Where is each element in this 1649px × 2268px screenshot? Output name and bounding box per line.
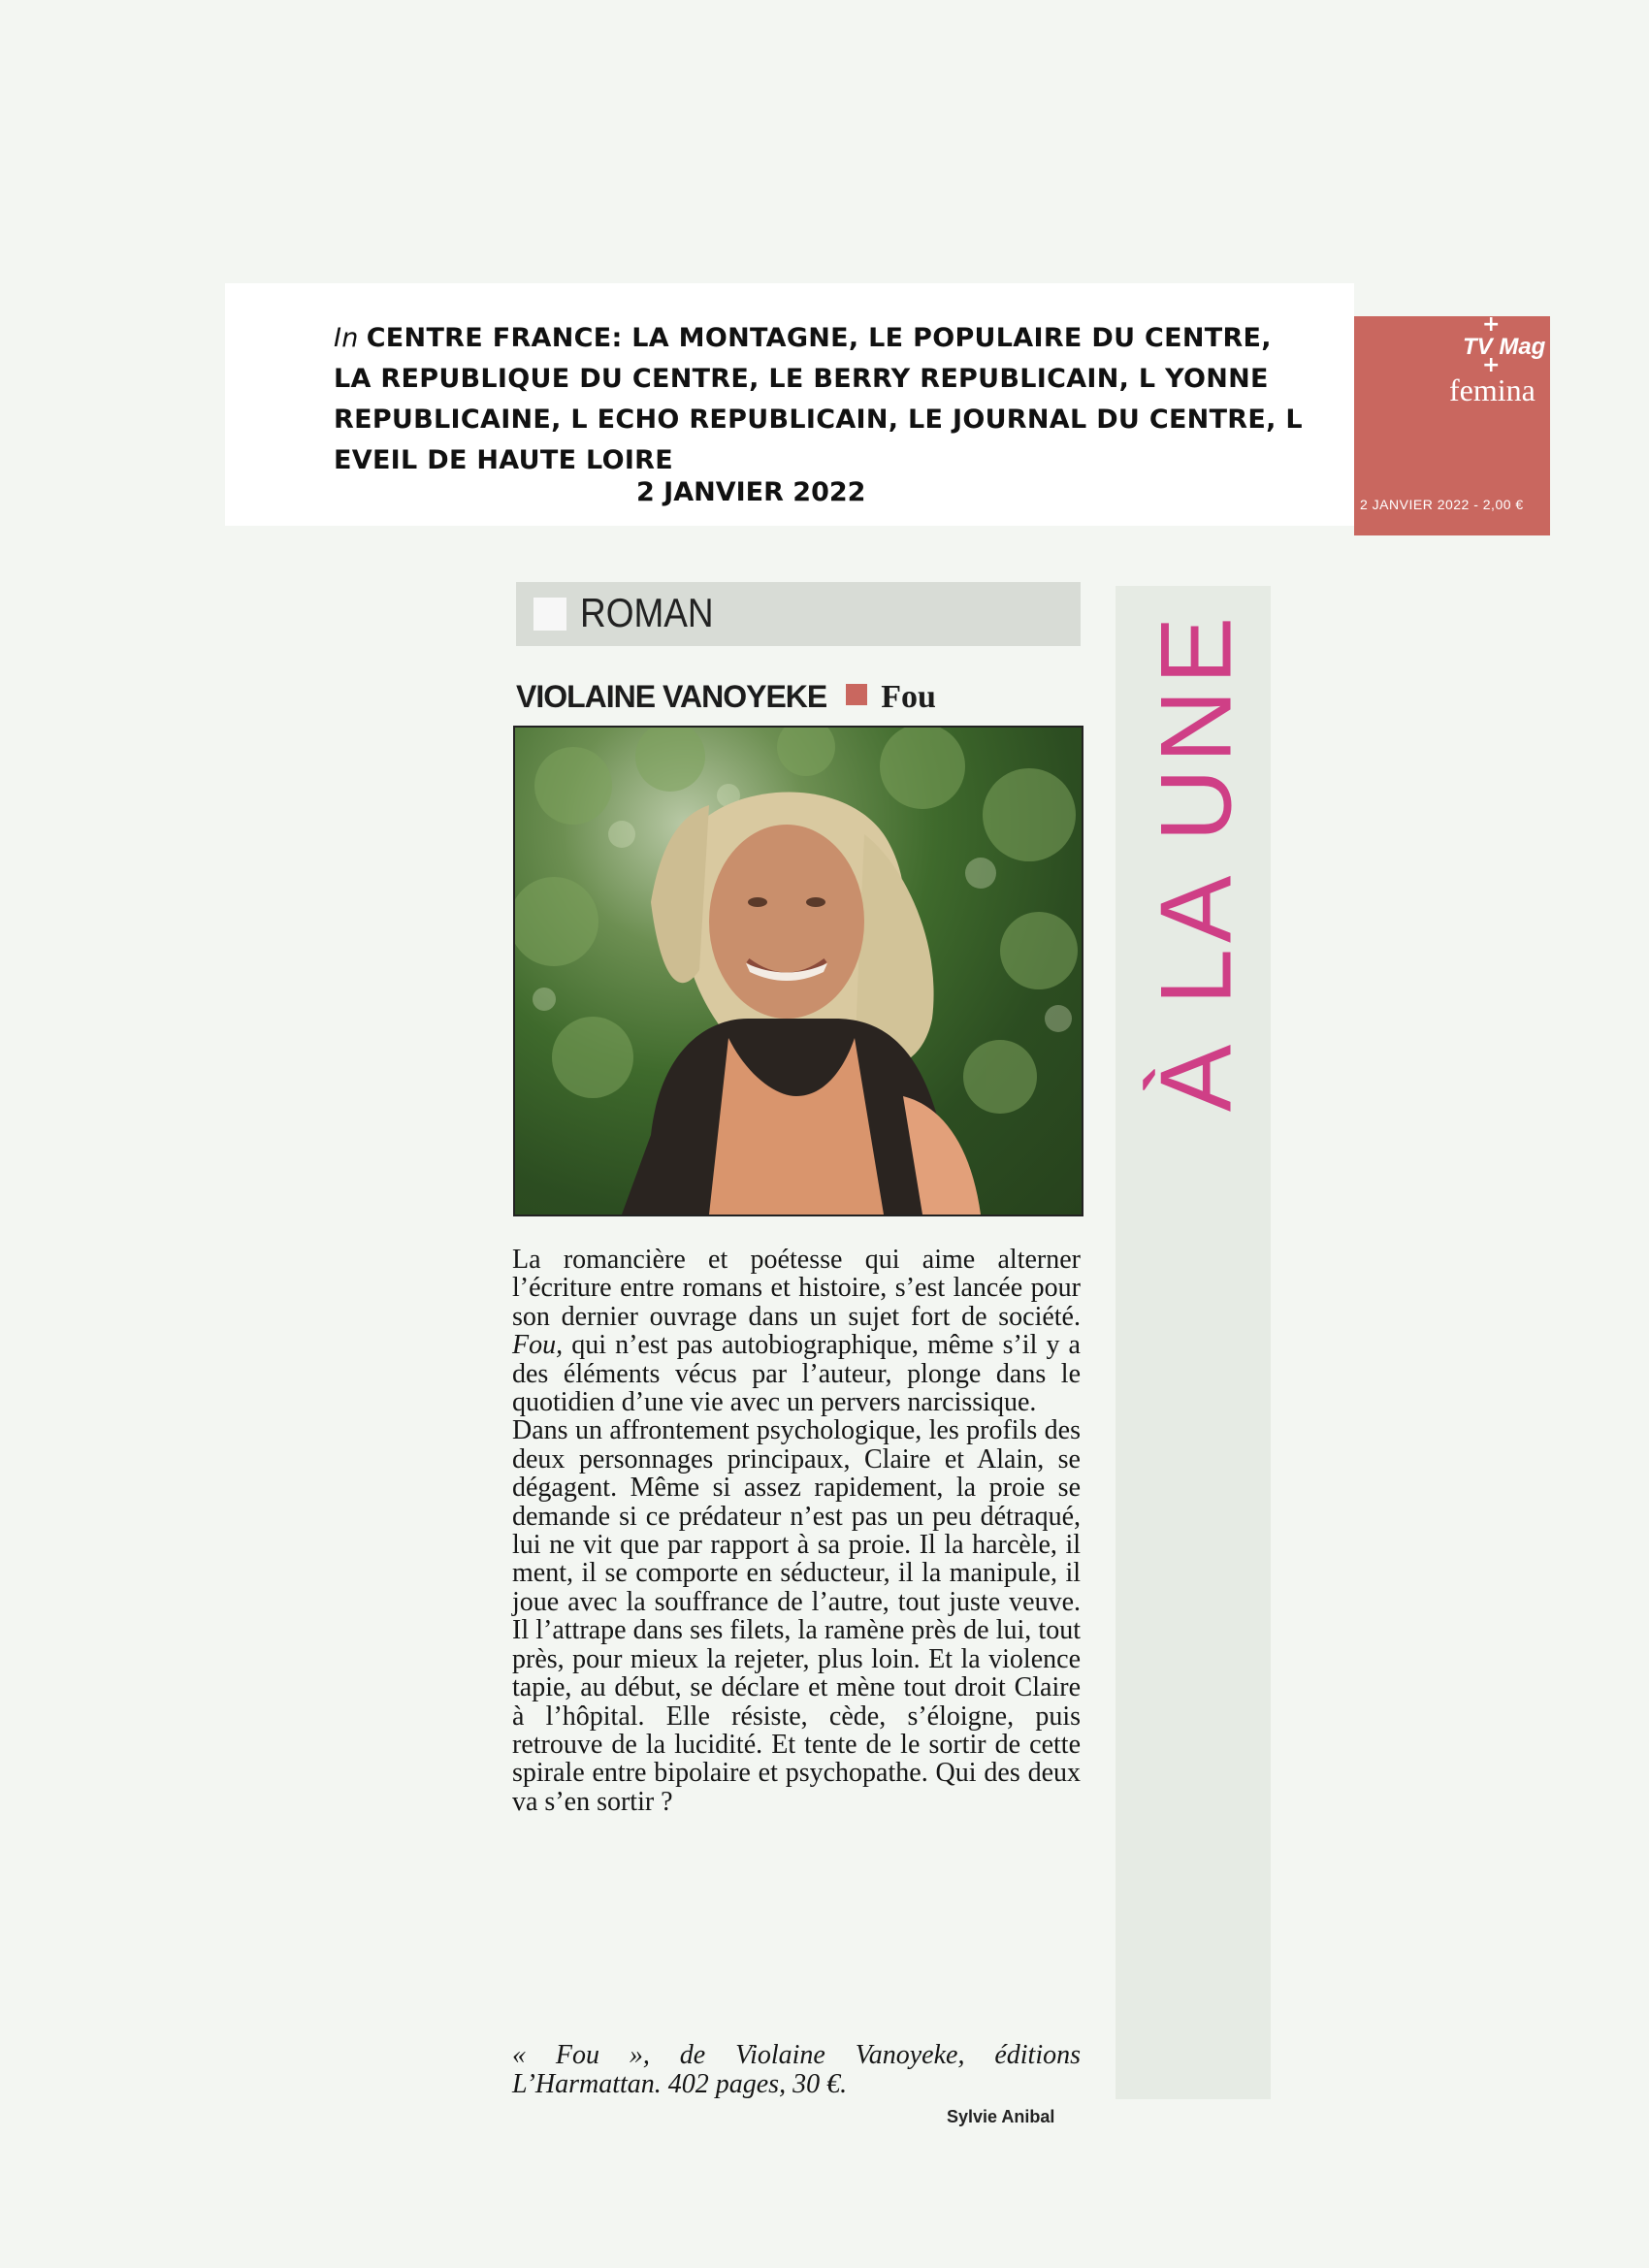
source-in-label: In [334,323,359,353]
rubric-square-icon [534,598,566,631]
paragraph-1-title: Fou, [512,1330,564,1361]
article-headline [516,679,936,722]
article-book-title: Fou [881,679,936,715]
author-photo [513,726,1083,1216]
rubric-label: ROMAN [580,590,714,635]
masthead-plus-bottom: + [1482,353,1501,377]
article-paragraph-1 [512,1246,1081,1416]
source-publications-text: CENTRE FRANCE: LA MONTAGNE, LE POPULAIRE DU CENTRE, LA REPUBLIQUE DU CENTRE, LE BERRY REPUBLICAIN, L YONNE REPUBLICAINE, L ECHO REPUBLICAIN, LE JOURNAL DU CENTRE, L EVEIL DE HAUTE LOIRE [334,323,1303,475]
tvmag-masthead [1354,312,1550,535]
paragraph-1-lead: La romancière et poétesse qui aime alterner l’écriture entre romans et histoire, s’est lancée pour son dernier ouvrage dans un sujet fort de société. [512,1245,1081,1332]
headline-square-icon [846,684,867,705]
book-reference: « Fou », de Violaine Vanoyeke, éditions L’Harmattan. 402 pages, 30 €. [512,2040,1081,2099]
article-body [512,1246,1081,1816]
author-portrait-image [515,728,1082,1215]
source-label-card [225,283,1354,526]
masthead-tvmag: TV Mag [1463,334,1546,360]
source-date: 2 JANVIER 2022 [636,477,866,507]
article-signature: Sylvie Anibal [947,2107,1055,2126]
masthead-plus-top: + [1482,312,1501,337]
article-paragraph-2: Dans un affrontement psychologique, les profils des deux personnages principaux, Claire et Alain, se dégagent. Même si assez rapidement, la proie se demande si ce prédateur n’est pas un peu détraqué, lui ne vit que par rapport à sa proie. Il la harcèle, il ment, il se comporte en séducteur, il la manipule, il joue avec la souffrance de l’autre, tout juste veuve. Il l’attrape dans ses filets, la ramène près de lui, tout près, pour mieux la rejeter, plus loin. Et la violence tapie, au début, se déclare et mène tout droit Claire à l’hôpital. Elle résiste, cède, s’éloigne, puis retrouve de la lucidité. Et tente de le sortir de cette spirale entre bipolaire et psychopathe. Qui des deux va s’en sortir ? [512,1415,1081,1817]
article-author: VIOLAINE VANOYEKE [516,679,827,714]
masthead-date: 2 JANVIER 2022 - 2,00 € [1360,497,1524,512]
paragraph-1-rest: qui n’est pas autobiographique, même s’il y a des éléments vécus par l’auteur, plonge dans le quotidien d’une vie avec un pervers narcissique. [512,1330,1081,1418]
masthead-femina: femina [1449,373,1536,407]
side-label-text: À LA UNE [1140,610,1253,1113]
rubric-bar [516,582,1081,646]
source-publications [334,318,1304,481]
